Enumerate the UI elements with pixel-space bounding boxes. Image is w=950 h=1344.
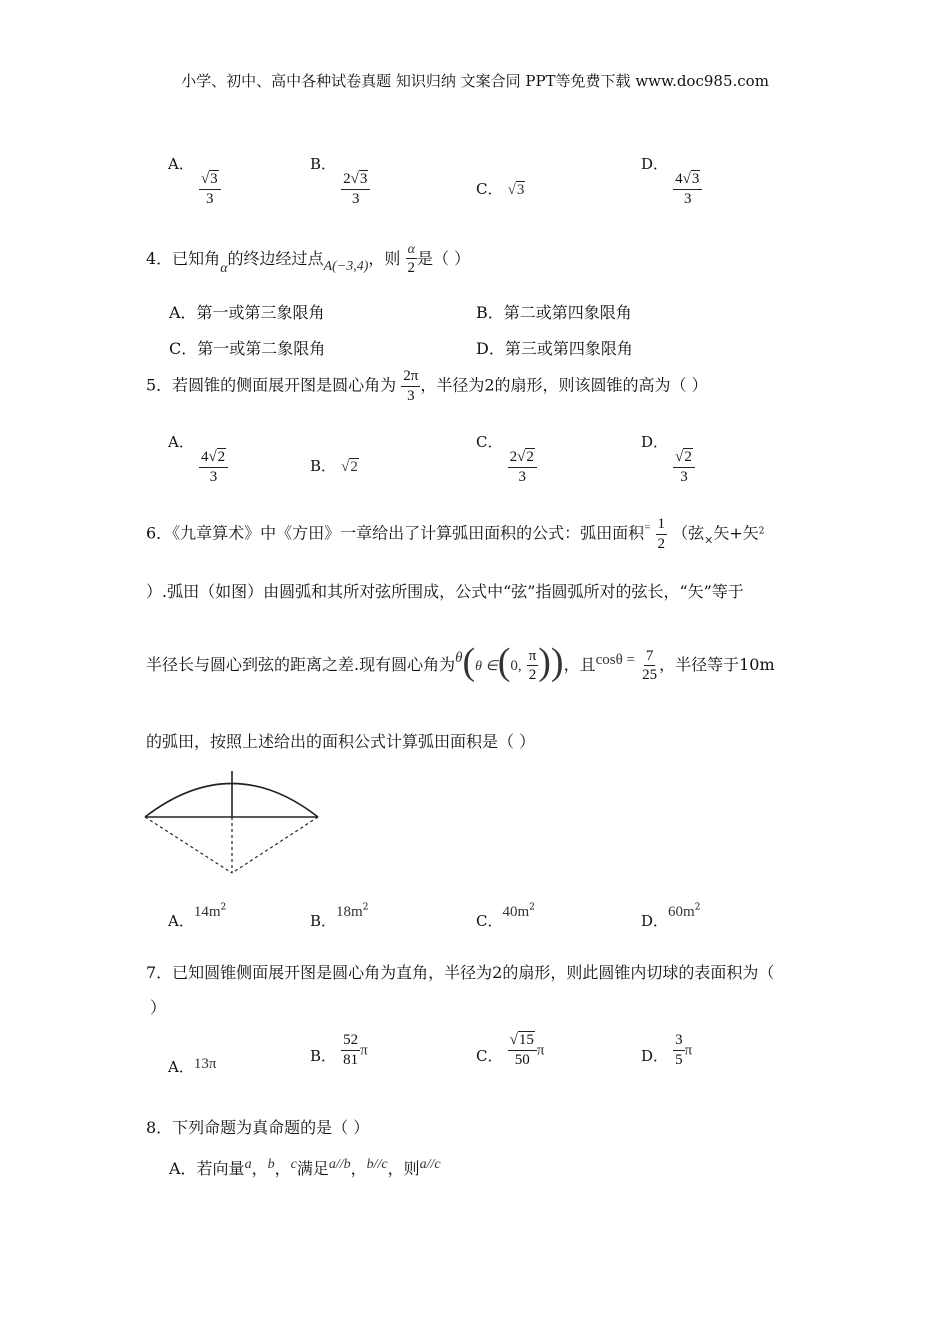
q4-stem: 4．已知角α的终边经过点A(−3,4)，则 $\frac{\alpha}{2}$ 是（ ） (146, 242, 471, 277)
q4-option-a[interactable]: A．第一或第三象限角 (169, 303, 325, 322)
q6-line2: ）.弧田（如图）由圆弧和其所对弦所围成，公式中“弦”指圆弧所对的弦长，“矢”等于 (146, 582, 744, 601)
q5-option-a[interactable]: A． $\frac{4√2}{3}$ (168, 431, 228, 485)
q6-option-d[interactable]: D．$60m^2$ (641, 902, 701, 930)
fraction: $\frac{2√3}{3}$ (341, 171, 370, 207)
q6-line1: 6．《九章算术》中《方田》一章给出了计算弧田面积的公式：弧田面积= $\frac{1}{2}$ （弦$_\times$矢+矢$^2$ (146, 516, 765, 552)
q8-option-a[interactable]: A．若向量a，b，c满足a//b，b//c，则a//c (169, 1157, 441, 1178)
q6-option-b[interactable]: B．$18m^2$ (310, 902, 369, 930)
q7-option-a[interactable]: A．13π (168, 1056, 217, 1076)
q5-option-c[interactable]: C． $\frac{2√2}{3}$ (476, 431, 537, 485)
q6-option-c[interactable]: C．$40m^2$ (476, 902, 535, 930)
fraction: $\frac{7}{25}$ (642, 647, 658, 683)
fraction: $\frac{3}{5}$ (675, 1032, 683, 1068)
fraction: $\frac{√3}{3}$ (199, 171, 221, 207)
q4-option-d[interactable]: D．第三或第四象限角 (476, 339, 633, 358)
fraction: $\frac{4√2}{3}$ (199, 449, 228, 485)
radius-left (145, 817, 232, 873)
fraction: $\frac{1}{2}$ (657, 516, 665, 552)
q8-stem: 8．下列命题为真命题的是（ ） (146, 1118, 370, 1137)
option-label: A． (168, 155, 194, 173)
q5-option-b[interactable]: B． √2 (310, 457, 358, 475)
q6-line4: 的弧田，按照上述给出的面积公式计算弧田面积是（ ） (146, 732, 536, 751)
q7-option-d[interactable]: D． $\frac{3}{5}$ π (641, 1032, 693, 1068)
q7-line2: ） (150, 998, 167, 1017)
fraction: $\frac{\alpha}{2}$ (407, 242, 415, 277)
q3-option-c[interactable]: C． √3 (476, 180, 525, 198)
q3-option-a[interactable] (168, 153, 221, 207)
q4-option-c[interactable]: C．第一或第二象限角 (169, 339, 326, 358)
radical: √2 (341, 459, 358, 475)
q5-option-d[interactable]: D． $\frac{√2}{3}$ (641, 431, 695, 485)
q4-option-b[interactable]: B．第二或第四象限角 (476, 303, 632, 322)
q7-option-c[interactable]: C． $\frac{√15}{50}$ π (476, 1032, 545, 1068)
fraction: $\frac{√15}{50}$ (508, 1032, 537, 1068)
fraction: $\frac{2√2}{3}$ (508, 449, 537, 485)
fraction: $\frac{4√3}{3}$ (673, 171, 702, 207)
q7-option-b[interactable]: B． $\frac{52}{81}$ π (310, 1032, 368, 1068)
radius-right (232, 817, 318, 873)
fraction: $\frac{52}{81}$ (343, 1032, 359, 1068)
q5-stem: 5．若圆锥的侧面展开图是圆心角为 $\frac{2\pi}{3}$ ，半径为2的扇形，则该圆锥的高为（ ） (146, 368, 708, 404)
fraction: $\frac{2\pi}{3}$ (403, 368, 419, 404)
fraction: $\frac{\pi}{2}$ (528, 647, 537, 683)
q6-line3: 半径长与圆心到弦的距离之差.现有圆心角为θ(θ ∈(0, $\frac{\pi}{2}$ ))，且cosθ = $\frac{7}{25}$ ，半径等于10m (146, 641, 775, 683)
q3-option-d[interactable]: D． $\frac{4√3}{3}$ (641, 153, 702, 207)
q7-line1: 7．已知圆锥侧面展开图是圆心角为直角，半径为2的扇形，则此圆锥内切球的表面积为（ (146, 963, 775, 982)
radical: √3 (507, 182, 525, 198)
page-header: 小学、初中、高中各种试卷真题 知识归纳 文案合同 PPT等免费下载 www.doc985.com (181, 72, 769, 90)
q6-option-a[interactable]: A．$14m^2$ (168, 902, 227, 930)
fraction: $\frac{√2}{3}$ (673, 449, 695, 485)
q3-option-b[interactable]: B． $\frac{2√3}{3}$ (310, 153, 370, 207)
arc-field-diagram (140, 765, 325, 880)
